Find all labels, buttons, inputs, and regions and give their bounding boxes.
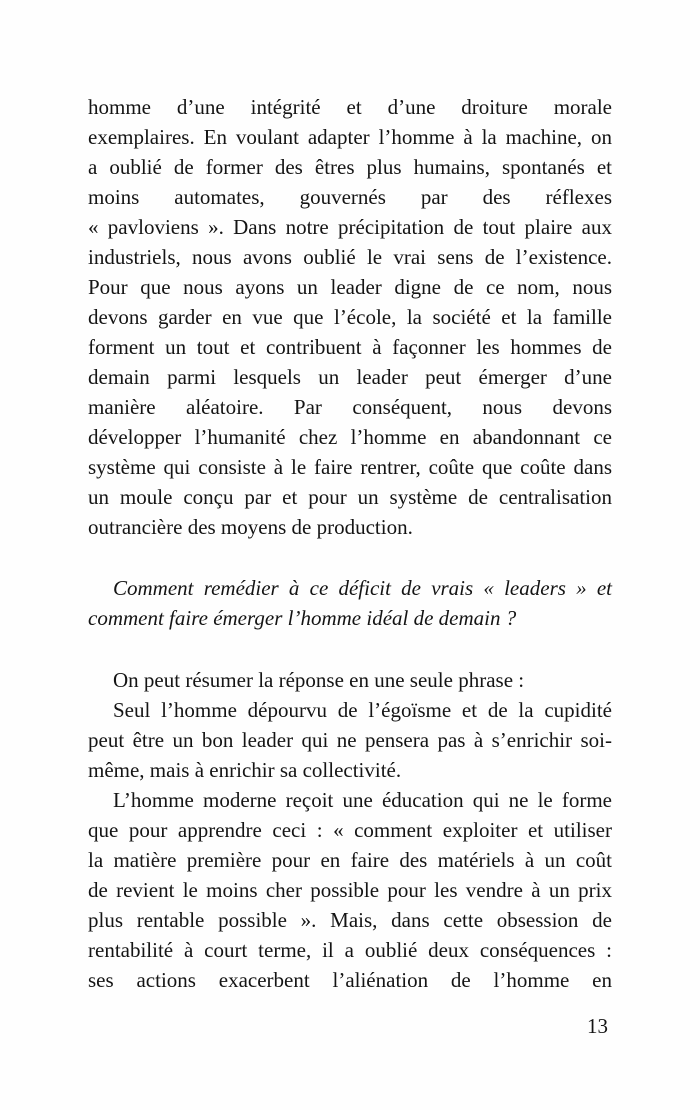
text-line: même, mais à enrichir sa collectivité.: [88, 758, 402, 782]
text-line: forment un tout et contribuent à façonner les hommes de: [88, 335, 612, 359]
text-line: devons garder en vue que l’école, la société et la famille: [88, 305, 612, 329]
text-line: Pour que nous ayons un leader digne de ce nom, nous: [88, 275, 612, 299]
text-line: plus rentable possible ». Mais, dans cette obsession de: [88, 908, 612, 932]
text-line: homme d’une intégrité et d’une droiture morale: [88, 95, 612, 119]
text-line: manière aléatoire. Par conséquent, nous devons: [88, 395, 612, 419]
text-line: un moule conçu par et pour un système de centralisation: [88, 485, 612, 509]
text-line: moins automates, gouvernés par des réflexes: [88, 185, 612, 209]
text-line: rentabilité à court terme, il a oublié deux conséquences :: [88, 938, 612, 962]
text-line: développer l’humanité chez l’homme en abandonnant ce: [88, 425, 612, 449]
paragraph-question-italic: [88, 573, 612, 633]
text-line: Comment remédier à ce déficit de vrais « leaders » et: [113, 576, 612, 600]
text-line: ses actions exacerbent l’aliénation de l’homme en: [88, 968, 612, 992]
paragraph-answer: [88, 695, 612, 785]
text-line: industriels, nous avons oublié le vrai sens de l’existence.: [88, 245, 612, 269]
text-line: la matière première pour en faire des matériels à un coût: [88, 848, 612, 872]
text-line: « pavloviens ». Dans notre précipitation de tout plaire aux: [88, 215, 612, 239]
text-line: système qui consiste à le faire rentrer, coûte que coûte dans: [88, 455, 612, 479]
text-line: a oublié de former des êtres plus humains, spontanés et: [88, 155, 612, 179]
text-line: exemplaires. En voulant adapter l’homme à la machine, on: [88, 125, 612, 149]
text-line: On peut résumer la réponse en une seule phrase :: [113, 668, 525, 692]
paragraph-answer-intro: [88, 665, 612, 695]
paragraph-continuation: [88, 92, 612, 542]
text-line: outrancière des moyens de production.: [88, 515, 413, 539]
text-line: L’homme moderne reçoit une éducation qui ne le forme: [113, 788, 612, 812]
text-line: de revient le moins cher possible pour les vendre à un prix: [88, 878, 612, 902]
paragraph-education: [88, 785, 612, 995]
page-text: [88, 92, 612, 995]
text-line: comment faire émerger l’homme idéal de demain ?: [88, 606, 517, 630]
text-line: peut être un bon leader qui ne pensera pas à s’enrichir soi-: [88, 728, 612, 752]
page-number: 13: [587, 1014, 608, 1038]
text-line: Seul l’homme dépourvu de l’égoïsme et de la cupidité: [113, 698, 612, 722]
text-line: que pour apprendre ceci : « comment exploiter et utiliser: [88, 818, 612, 842]
text-line: demain parmi lesquels un leader peut émerger d’une: [88, 365, 612, 389]
